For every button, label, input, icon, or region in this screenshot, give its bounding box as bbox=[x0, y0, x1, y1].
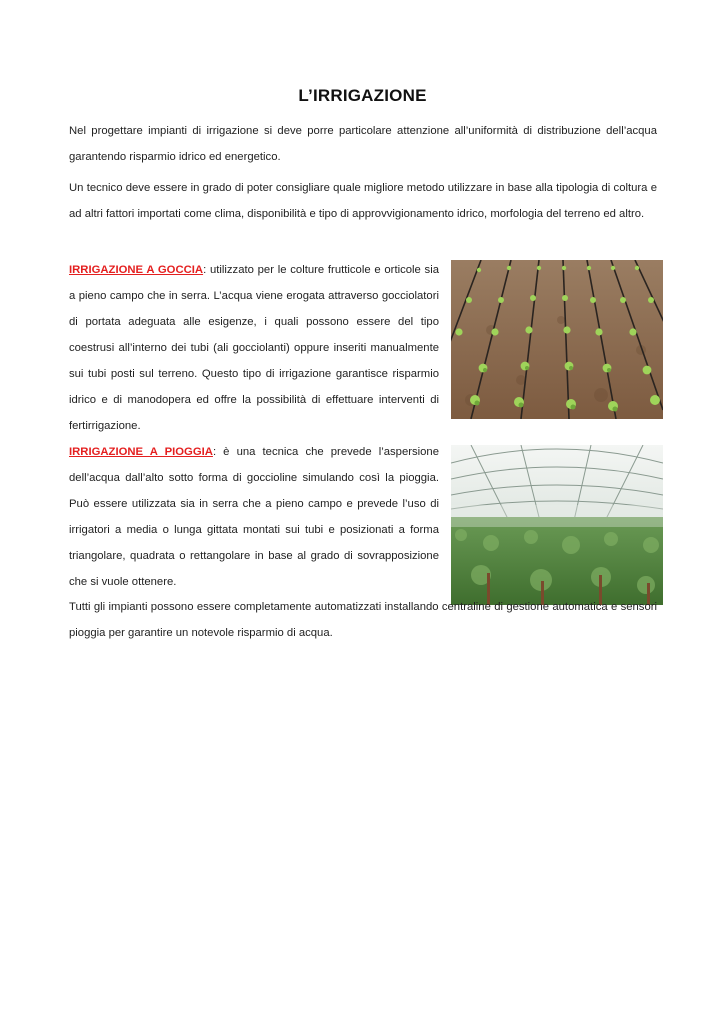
closing-paragraph: Tutti gli impianti possono essere completamente automatizzati installando centraline di gestione automatica e sensori pioggia per garantire un notevole risparmio di acqua. bbox=[69, 601, 657, 639]
page-title: L’IRRIGAZIONE bbox=[298, 86, 427, 105]
drip-irrigation-heading: IRRIGAZIONE A GOCCIA bbox=[69, 264, 204, 276]
sprinkler-irrigation-paragraph bbox=[69, 439, 439, 595]
drip-irrigation-paragraph bbox=[69, 257, 439, 439]
drip-irrigation-photo bbox=[451, 260, 663, 419]
intro-paragraph-1: Nel progettare impianti di irrigazione si deve porre particolare attenzione all’uniformità di distribuzione dell’acqua garantendo risparmio idrico ed energetico. bbox=[69, 125, 657, 163]
sprinkler-irrigation-heading: IRRIGAZIONE A PIOGGIA bbox=[69, 446, 213, 458]
intro-paragraph-2: Un tecnico deve essere in grado di poter consigliare quale migliore metodo utilizzare in base alla tipologia di coltura e ad altri fattori importati come clima, disponibilità e tipo di approvvigionamento idrico, morfologia del terreno ed altro. bbox=[69, 182, 657, 220]
sprinkler-irrigation-text: : è una tecnica che prevede l’aspersione dell’acqua dall’alto sotto forma di goccioline simulando così la pioggia. Può essere utilizzata sia in serra che a pieno campo e prevede l’uso di irrigatori a media o lunga gittata montati sui tubi e posizionati a forma triangolare, quadrata o rettangolare in base al grado di sovrapposizione che si vuole ottenere. bbox=[69, 446, 439, 588]
sprinkler-irrigation-photo bbox=[451, 445, 663, 605]
drip-irrigation-text: : utilizzato per le colture frutticole e orticole sia a pieno campo che in serra. L’acqua viene erogata attraverso gocciolatori di portata adeguata alle esigenze, i quali possono essere del tipo coestrusi all’interno dei tubi (ali gocciolanti) oppure inseriti manualmente sui tubi posti sul terreno. Questo tipo di irrigazione garantisce risparmio idrico e di manodopera ed offre la possibilità di effettuare interventi di fertirrigazione. bbox=[69, 264, 439, 432]
